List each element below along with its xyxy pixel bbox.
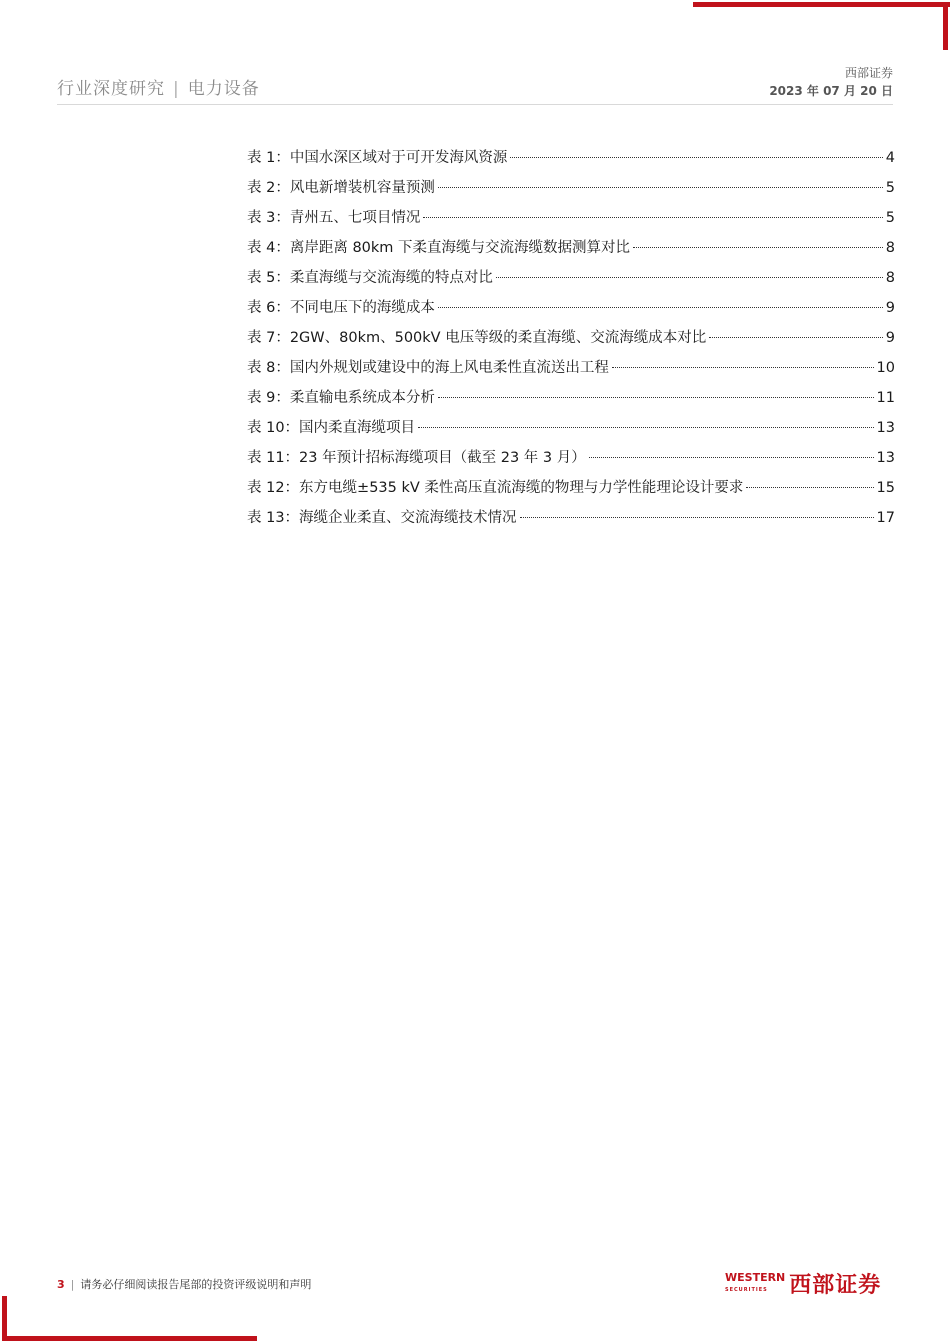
company-name: 西部证券 <box>844 66 893 80</box>
toc-label: 表 10：国内柔直海缆项目 <box>247 420 416 436</box>
report-date: 2023 年 07 月 20 日 <box>769 84 893 98</box>
top-right-corner-bar-vertical <box>943 2 948 50</box>
toc-leader <box>423 217 882 218</box>
toc-leader <box>612 367 874 368</box>
logo-english-name: WESTERN <box>725 1270 786 1284</box>
toc-leader <box>438 397 874 398</box>
header-separator: | <box>173 79 180 99</box>
header-title <box>57 74 260 99</box>
toc-label: 表 5：柔直海缆与交流海缆的特点对比 <box>247 270 493 286</box>
toc-entry[interactable] <box>247 206 895 236</box>
toc-label: 表 3：青州五、七项目情况 <box>247 210 421 226</box>
toc-leader <box>438 307 883 308</box>
logo-english <box>725 1272 785 1296</box>
toc-entry[interactable] <box>247 416 895 446</box>
header-divider <box>57 104 893 105</box>
toc-label: 表 1：中国水深区域对于可开发海风资源 <box>247 150 508 166</box>
report-type: 行业深度研究 <box>57 79 165 99</box>
toc-entry[interactable] <box>247 266 895 296</box>
footer-disclaimer: 请务必仔细阅读报告尾部的投资评级说明和声明 <box>80 1278 312 1291</box>
bottom-left-corner-bar <box>2 1336 257 1341</box>
toc-leader <box>418 427 873 428</box>
toc-label: 表 8：国内外规划或建设中的海上风电柔性直流送出工程 <box>247 360 609 376</box>
page-number: 3 <box>57 1278 65 1291</box>
toc-page: 17 <box>876 510 895 526</box>
header-meta <box>769 64 893 100</box>
toc-entry[interactable] <box>247 236 895 266</box>
toc-leader <box>746 487 873 488</box>
toc-leader <box>589 457 874 458</box>
table-of-tables <box>247 146 895 536</box>
toc-page: 8 <box>885 270 895 286</box>
toc-leader <box>633 247 883 248</box>
toc-leader <box>709 337 883 338</box>
toc-page: 4 <box>885 150 895 166</box>
toc-page: 5 <box>885 180 895 196</box>
toc-entry[interactable] <box>247 176 895 206</box>
toc-entry[interactable] <box>247 446 895 476</box>
toc-page: 13 <box>876 450 895 466</box>
toc-entry[interactable] <box>247 326 895 356</box>
toc-entry[interactable] <box>247 146 895 176</box>
toc-page: 13 <box>876 420 895 436</box>
toc-label: 表 13：海缆企业柔直、交流海缆技术情况 <box>247 510 517 526</box>
bottom-left-corner-bar-vertical <box>2 1296 7 1341</box>
top-right-corner-bar <box>693 2 950 7</box>
toc-page: 10 <box>876 360 895 376</box>
toc-entry[interactable] <box>247 386 895 416</box>
toc-entry[interactable] <box>247 506 895 536</box>
toc-label: 表 11：23 年预计招标海缆项目（截至 23 年 3 月） <box>247 450 586 466</box>
toc-page: 9 <box>885 300 895 316</box>
company-logo <box>725 1268 881 1299</box>
page-footer <box>57 1276 311 1292</box>
toc-page: 15 <box>876 480 895 496</box>
toc-label: 表 7：2GW、80km、500kV 电压等级的柔直海缆、交流海缆成本对比 <box>247 330 707 346</box>
toc-page: 9 <box>885 330 895 346</box>
toc-entry[interactable] <box>247 356 895 386</box>
toc-entry[interactable] <box>247 296 895 326</box>
toc-label: 表 2：风电新增装机容量预测 <box>247 180 435 196</box>
toc-label: 表 9：柔直输电系统成本分析 <box>247 390 435 406</box>
toc-page: 5 <box>885 210 895 226</box>
toc-label: 表 4：离岸距离 80km 下柔直海缆与交流海缆数据测算对比 <box>247 240 631 256</box>
toc-entry[interactable] <box>247 476 895 506</box>
toc-label: 表 6：不同电压下的海缆成本 <box>247 300 435 316</box>
toc-page: 8 <box>885 240 895 256</box>
industry-name: 电力设备 <box>187 79 260 99</box>
toc-label: 表 12：东方电缆±535 kV 柔性高压直流海缆的物理与力学性能理论设计要求 <box>247 480 744 496</box>
toc-leader <box>510 157 882 158</box>
toc-leader <box>438 187 883 188</box>
toc-leader <box>496 277 883 278</box>
logo-chinese-name: 西部证券 <box>789 1273 882 1298</box>
toc-leader <box>520 517 874 518</box>
toc-page: 11 <box>876 390 895 406</box>
footer-separator: | <box>70 1278 75 1291</box>
logo-english-sub: SECURITIES <box>725 1286 768 1293</box>
